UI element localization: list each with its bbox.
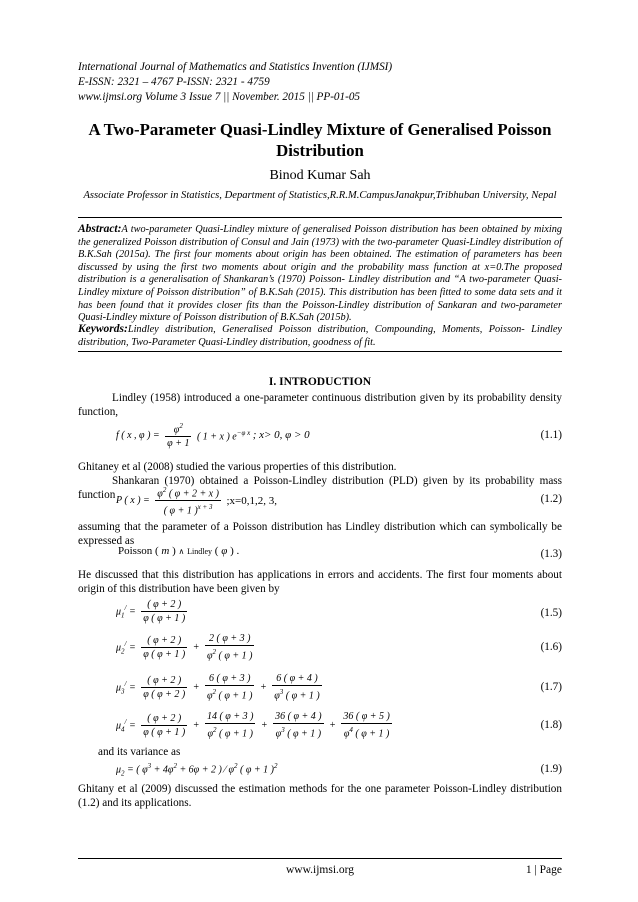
keywords xyxy=(78,323,562,349)
keywords-text: Lindley distribution, Generalised Poisson distribution, Compounding, Moments, Poisson- Lindley distribution, Two-Parameter Quasi-Lindley distribution, goodness of fit. xyxy=(78,324,562,348)
author-name: Binod Kumar Sah xyxy=(269,168,371,183)
equation-1-1 xyxy=(80,420,562,452)
equation-1-5-body: $\mu_1^/$ = $\frac{( \varphi + 2 )}{\varphi ( \varphi + 1 )}$ xyxy=(116,599,186,624)
abstract-text: A two-parameter Quasi-Lindley mixture of generalised Poisson distribution has been obtained by mixing the generalized Poisson distribution of Consul and Jain (1973) with the two-parameter Quasi-Lindley distribution of B.K.Sah (2015a). The first four moments about origin has been obtained. The estimation of parameters has been discussed by using the first two moments about origin and the probability mass function at x=0.The proposed distribution is a generalisation of Shankaran’s (1970) Poisson- Lindley distribution and “A two-parameter Quasi-Lindley mixture of Poisson distribution” of B.K.Sah (2015). This distribution has been fitted to some data sets and it has been found that it provides closer fits than the Poisson-Lindley distribution of Sankaran and two-parameter Quasi-Lindley mixture of Poisson distribution of B.K.Sah (2015b). xyxy=(78,224,562,324)
equation-1-8 xyxy=(80,710,562,742)
footer-url: www.ijmsi.org xyxy=(285,864,355,876)
equation-number: (1.9) xyxy=(540,763,562,775)
abstract-top-rule xyxy=(78,217,562,218)
abstract-bottom-rule xyxy=(78,351,562,352)
section-heading: I. INTRODUCTION xyxy=(268,376,372,388)
equation-1-5 xyxy=(80,598,562,630)
equation-1-6-body: $\mu_2^/$ = $\frac{( \varphi + 2 )}{\varphi ( \varphi + 1 )}$ + $\frac{2 ( \varphi + 3 )}{\varphi^2 ( \varphi + 1 )}$ xyxy=(116,633,253,662)
paragraph-2: Ghitaney et al (2008) studied the various properties of this distribution. xyxy=(78,461,397,473)
equation-1-2 xyxy=(80,484,562,516)
equation-number: (1.5) xyxy=(540,607,562,619)
equation-1-6 xyxy=(80,632,562,664)
footer-rule xyxy=(78,858,562,859)
abstract-label: Abstract: xyxy=(78,223,122,235)
equation-1-9-body: $\mu_2$ = ( $\varphi^3 + 4\varphi^2 + 6\varphi + 2$ ) ⁄ $\varphi^2$ ( φ + 1 )$^2$ xyxy=(116,762,278,778)
equation-number: (1.7) xyxy=(540,681,562,693)
paragraph-1: Lindley (1958) introduced a one-parameter continuous distribution given by its probability density function, xyxy=(78,392,562,418)
journal-header xyxy=(78,60,392,105)
equation-1-7-body: $\mu_3^/$ = $\frac{( \varphi + 2 )}{\varphi ( \varphi + 2 )}$ + $\frac{6 ( \varphi + 3 )}{\varphi^2 ( \varphi + 1 )}$ + $\frac{6 ( \varphi + 4 )}{\varphi^3 ( \varphi + 1 )}$ xyxy=(116,673,320,702)
author-affiliation: Associate Professor in Statistics, Department of Statistics,R.R.M.CampusJanakpur,Tribhuban University, Nepal xyxy=(83,190,557,201)
equation-number: (1.8) xyxy=(540,719,562,731)
equation-number: (1.2) xyxy=(540,493,562,505)
equation-1-2-body: P ( x ) = $\frac{\varphi^2 ( \varphi + 2 + x )}{( \varphi + 1 )^{x + 3}}$ ;x=0,1,2, 3, xyxy=(116,486,277,517)
equation-1-8-body: $\mu_4^/$ = $\frac{( \varphi + 2 )}{\varphi ( \varphi + 1 )}$ + $\frac{14 ( \varphi + 3 )}{\varphi^2 ( \varphi + 1 )}$ + $\frac{36 ( \varphi + 4 )}{\varphi^3 ( \varphi + 1 )}$ + $\frac{36 ( \varphi + 5 )}{\varphi^4 ( \varphi + 1 )}$ xyxy=(116,711,390,740)
equation-1-3-body: Poisson ( m ) ∧ Lindley ( φ ) . xyxy=(118,545,240,557)
paper-title: A Two-Parameter Quasi-Lindley Mixture of Generalised Poisson Distribution xyxy=(88,120,552,160)
journal-issn: E-ISSN: 2321 – 4767 P-ISSN: 2321 - 4759 xyxy=(78,76,270,88)
paragraph-5: He discussed that this distribution has applications in errors and accidents. The first four moments about origin of this distribution have been given by xyxy=(78,569,562,595)
equation-1-3 xyxy=(80,545,562,567)
equation-1-9 xyxy=(80,758,562,782)
paragraph-4: assuming that the parameter of a Poisson distribution has Lindley distribution which can symbolically be expressed as xyxy=(78,521,562,547)
paragraph-3: Shankaran (1970) obtained a Poisson-Lindley distribution (PLD) given by its probability mass function xyxy=(78,475,562,501)
equation-number: (1.6) xyxy=(540,641,562,653)
journal-volume: www.ijmsi.org Volume 3 Issue 7 || November. 2015 || PP-01-05 xyxy=(78,91,361,103)
paragraph-6: and its variance as xyxy=(98,746,181,758)
equation-1-7 xyxy=(80,672,562,704)
equation-number: (1.1) xyxy=(540,429,562,441)
abstract xyxy=(78,223,562,325)
journal-name: International Journal of Mathematics and Statistics Invention (IJMSI) xyxy=(78,61,393,73)
keywords-label: Keywords: xyxy=(78,323,128,335)
paragraph-7: Ghitany et al (2009) discussed the estimation methods for the one parameter Poisson-Lindley distribution (1.2) and its applications. xyxy=(78,783,562,809)
equation-1-1-body: f ( x , φ ) = $\frac{\varphi^2}{\varphi + 1}$ ( 1 + x ) $e^{-\varphi x}$ ; x> 0, φ > 0 xyxy=(116,422,310,450)
footer-page-number: 1 | Page xyxy=(525,864,562,876)
equation-number: (1.3) xyxy=(540,548,562,560)
